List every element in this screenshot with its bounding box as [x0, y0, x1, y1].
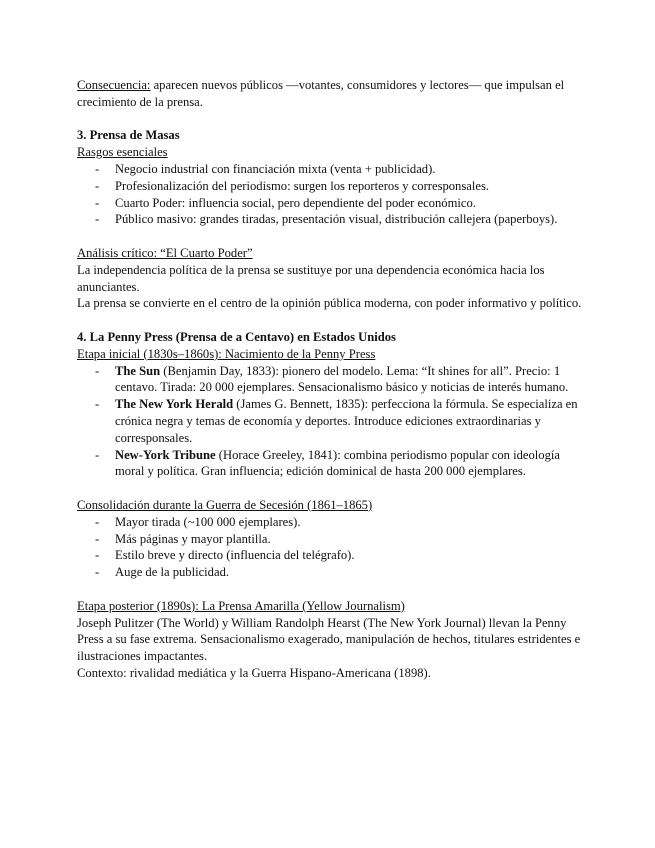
- later-stage-paragraph-1: Joseph Pulitzer (The World) y William Randolph Hearst (The New York Journal) llevan la Penny Press a su fase extrema. Sensacionalismo exagerado, manipulación de hechos, titulares estridentes e ilustraciones impactantes.: [77, 615, 581, 664]
- list-item: - Negocio industrial con financiación mixta (venta + publicidad).: [77, 161, 582, 178]
- later-stage-subheading: Etapa posterior (1890s): La Prensa Amarilla (Yellow Journalism): [77, 598, 405, 613]
- consolidation-subheading: Consolidación durante la Guerra de Secesión (1861–1865): [77, 497, 373, 512]
- list-item-new-york-herald: [77, 396, 582, 446]
- paper-description: (Benjamin Day, 1833): pionero del modelo. Lema: “It shines for all”. Precio: 1 centavo. Tirada: 20 000 ejemplares. Sensacionalismo básico y noticias de interés humano.: [115, 363, 569, 395]
- consecuencia-paragraph: [77, 77, 582, 111]
- later-stage-paragraph-2: Contexto: rivalidad mediática y la Guerra Hispano-Americana (1898).: [77, 665, 431, 680]
- section-4-heading: 4. La Penny Press (Prensa de a Centavo) en Estados Unidos: [77, 329, 396, 344]
- initial-stage-subheading: Etapa inicial (1830s–1860s): Nacimiento de la Penny Press: [77, 346, 376, 361]
- list-item-the-sun: [77, 363, 582, 397]
- list-item: - Profesionalización del periodismo: surgen los reporteros y corresponsales.: [77, 178, 582, 195]
- rasgos-subheading: Rasgos esenciales: [77, 145, 168, 160]
- spacer: [77, 312, 582, 329]
- list-item: - Estilo breve y directo (influencia del telégrafo).: [77, 547, 582, 564]
- analysis-paragraph-1: La independencia política de la prensa se sustituye por una dependencia económica hacia los anunciantes.: [77, 262, 545, 294]
- list-item: - Más páginas y mayor plantilla.: [77, 531, 582, 548]
- paper-name: The Sun: [115, 363, 161, 378]
- rasgos-list: [77, 161, 582, 228]
- analysis-subheading: Análisis crítico: “El Cuarto Poder”: [77, 245, 253, 260]
- list-item: - Cuarto Poder: influencia social, pero dependiente del poder económico.: [77, 195, 582, 212]
- papers-list: [77, 363, 582, 481]
- list-item: - Auge de la publicidad.: [77, 564, 582, 581]
- spacer: [77, 581, 582, 598]
- spacer: [77, 228, 582, 245]
- paper-name: New-York Tribune: [115, 447, 216, 462]
- list-item: - Público masivo: grandes tiradas, presentación visual, distribución callejera (paperboys).: [77, 211, 582, 228]
- consecuencia-text: aparecen nuevos públicos —votantes, consumidores y lectores— que impulsan el crecimiento de la prensa.: [77, 78, 565, 109]
- consecuencia-label: Consecuencia:: [77, 78, 151, 92]
- list-item-new-york-tribune: [77, 447, 582, 481]
- list-item: - Mayor tirada (~100 000 ejemplares).: [77, 514, 582, 531]
- section-3-heading: 3. Prensa de Masas: [77, 128, 180, 143]
- paper-description: (Horace Greeley, 1841): combina periodismo popular con ideología moral y política. Gran influencia; edición dominical de hasta 200 000 ejemplares.: [115, 447, 560, 479]
- spacer: [77, 480, 582, 497]
- analysis-paragraph-2: La prensa se convierte en el centro de la opinión pública moderna, con poder informativo y político.: [77, 296, 582, 311]
- document-body: [77, 77, 582, 682]
- paper-description: (James G. Bennett, 1835): perfecciona la fórmula. Se especializa en crónica negra y temas de economía y deportes. Introduce ediciones extraordinarias y corresponsales.: [115, 397, 578, 445]
- spacer: [77, 111, 582, 128]
- consolidation-list: [77, 514, 582, 581]
- paper-name: The New York Herald: [115, 397, 234, 412]
